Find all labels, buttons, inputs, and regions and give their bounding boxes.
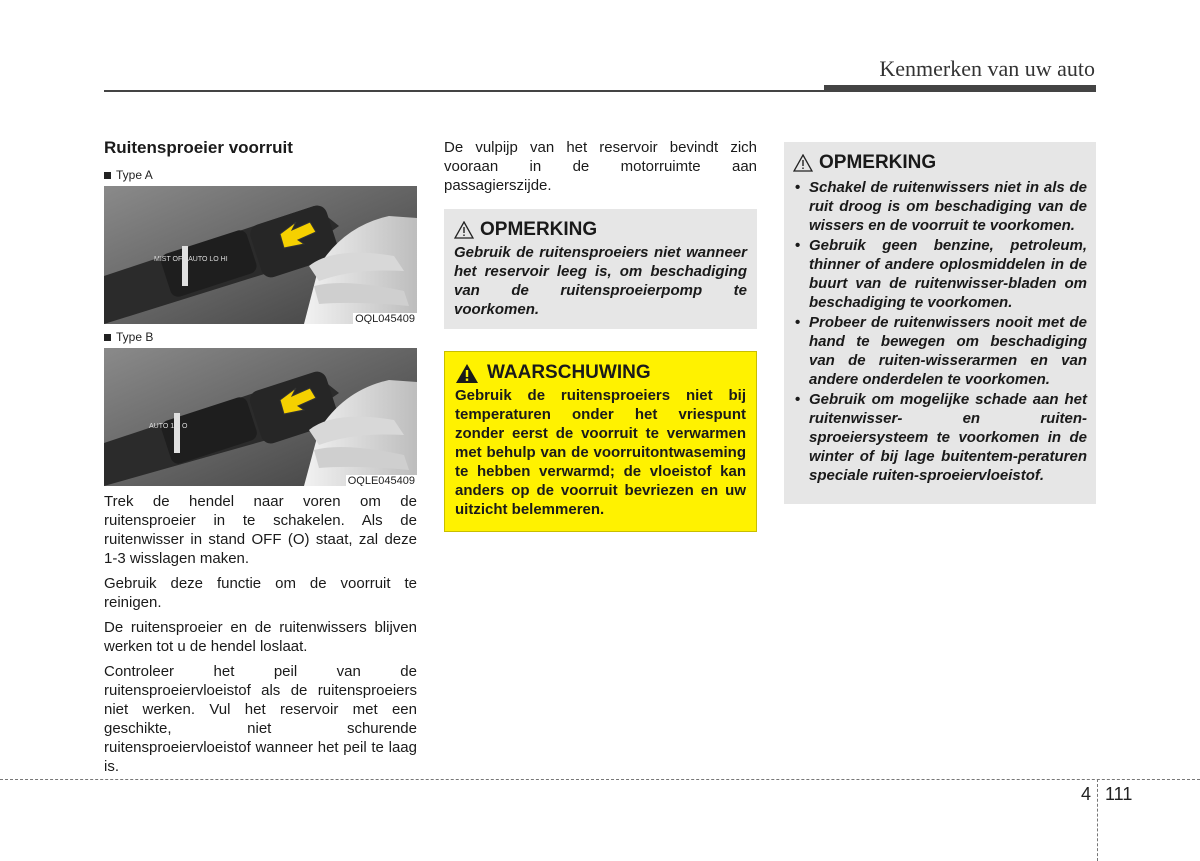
paragraph: De ruitensproeier en de ruitenwissers blijven werken tot u de hendel loslaat. [104,619,417,655]
note-body: Gebruik de ruitensproeiers niet wanneer het reservoir leeg is, om beschadiging van de ruitensproeierpomp te voorkomen. [454,244,747,318]
svg-text:AUTO 1 2 O: AUTO 1 2 O [149,423,188,430]
warning-title-text: WAARSCHUWING [487,362,651,383]
warning-box [444,351,757,532]
figure-b-label-text: Type B [116,330,154,344]
square-bullet-icon [104,334,111,341]
square-bullet-icon [104,172,111,179]
note-title-text: OPMERKING [480,219,598,240]
list-item: • Gebruik geen benzine, petroleum, thinner of andere oplosmiddelen in de buurt van de ruitenwisser-bladen om beschadiging te voorkomen. [793,236,1087,312]
warning-triangle-icon [455,363,479,384]
list-item: • Schakel de ruitenwissers niet in als de ruit droog is om beschadiging van de wissers en de voorruit te voorkomen. [793,178,1087,235]
figure-a-code: OQL045409 [355,313,415,324]
note-box-list [784,142,1096,504]
paragraph: Gebruik deze functie om de voorruit te reinigen. [104,575,417,611]
figure-a-label [104,168,417,182]
paragraph: Controleer het peil van de ruitensproeiervloeistof als de ruitensproeiers niet werken. Vul het reservoir met een geschikte, niet schurende ruitensproeiervloeistof wanneer het peil te laag is. [104,663,417,775]
note-title [454,219,747,241]
paragraph: Trek de hendel naar voren om de ruitensproeier in te schakelen. Als de ruitenwisser in stand OFF (O) staat, zal deze 1-3 wisslagen maken. [104,493,417,567]
figure-type-a [104,186,417,324]
note-title [793,152,1087,174]
figure-b-code: OQLE045409 [347,475,415,486]
column-middle [444,138,757,532]
header-rule [104,90,824,92]
figure-a-label-text: Type A [116,168,153,182]
warning-body: Gebruik de ruitensproeiers niet bij temperaturen onder het vriespunt zonder eerst de voorruit te verwarmen met behulp van de voorruitontwaseming te hebben verwarmd; de vloeistof kan anders op de voorruit bevriezen en uw uitzicht belemmeren. [455,387,746,518]
column-left [104,138,417,782]
chapter-number: 4 [1081,784,1092,804]
page-number: 111 [1105,784,1133,804]
intro-paragraph: De vulpijp van het reservoir bevindt zich vooraan in de motorruimte aan passagierszijde. [444,139,757,194]
header-rule-accent [824,85,1096,92]
svg-text:MIST OFF AUTO LO HI: MIST OFF AUTO LO HI [154,256,228,263]
footer-page-divider [1097,779,1098,861]
figure-type-b [104,348,417,486]
warning-title [455,362,746,384]
note-title-text: OPMERKING [819,152,937,173]
page-header-title: Kenmerken van uw auto [879,56,1095,81]
list-item: • Probeer de ruitenwissers nooit met de hand te bewegen om beschadiging van de ruiten-wisserarmen en van andere onderdelen te voorkomen. [793,313,1087,389]
footer-divider [0,779,1200,780]
section-title: Ruitensproeier voorruit [104,138,293,157]
caution-triangle-icon [793,154,813,172]
list-item: • Gebruik om mogelijke schade aan het ruitenwisser- en ruiten-sproeiersysteem te voorkomen in de winter of bij lage buitentem-peraturen speciale ruiten-sproeiervloeistof. [793,390,1087,485]
note-list [793,178,1087,485]
column-right [784,142,1096,504]
note-box [444,209,757,329]
figure-b-label [104,330,417,344]
wiper-stalk-illustration-b [104,348,417,486]
caution-triangle-icon [454,221,474,239]
body-text-block [104,492,417,776]
wiper-stalk-illustration-a [104,186,417,324]
